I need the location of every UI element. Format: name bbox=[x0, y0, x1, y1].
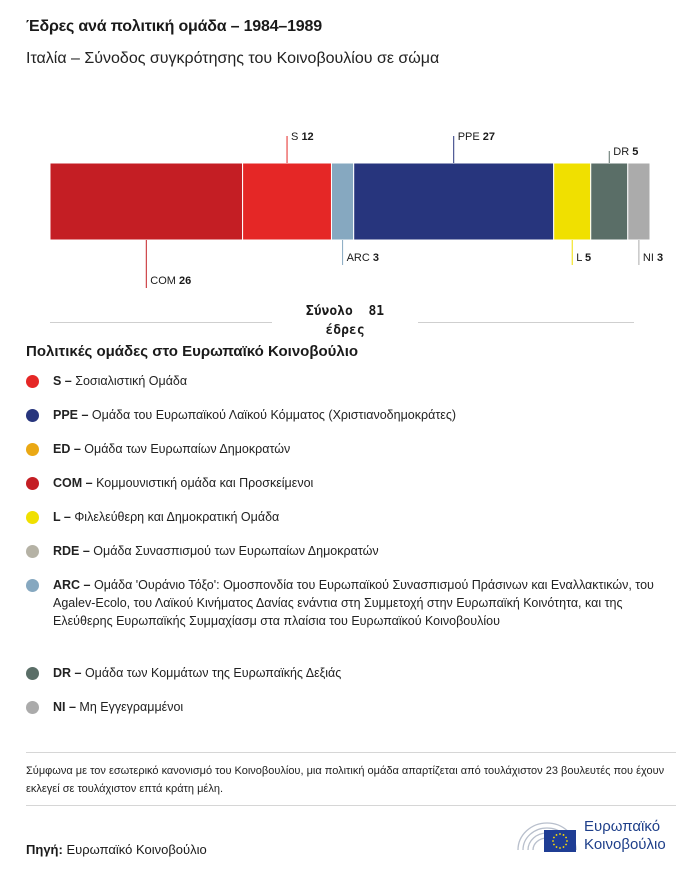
legend-description: Μη Εγγεγραμμένοι bbox=[75, 700, 184, 714]
chart-subtitle: Ιταλία – Σύνοδος συγκρότησης του Κοινοβουλίου σε σώμα bbox=[26, 50, 440, 67]
bar-segment-l bbox=[554, 163, 591, 240]
logo-text bbox=[584, 818, 666, 854]
divider bbox=[26, 752, 676, 753]
legend-dot-icon bbox=[26, 477, 39, 490]
legend-dot-icon bbox=[26, 579, 39, 592]
bar-segment-s bbox=[243, 163, 332, 240]
source-text: Ευρωπαϊκό Κοινοβούλιο bbox=[62, 842, 207, 857]
legend-dot-icon bbox=[26, 545, 39, 558]
legend-title: Πολιτικές ομάδες στο Ευρωπαϊκό Κοινοβούλιο bbox=[26, 343, 359, 360]
source bbox=[26, 842, 207, 857]
data-label-dr: DR 5 bbox=[613, 146, 639, 158]
divider bbox=[26, 805, 676, 806]
legend-text bbox=[53, 542, 673, 560]
legend-description: Ομάδα 'Ουράνιο Τόξο': Ομοσπονδία του Ευρωπαϊκού Συνασπισμού Πράσινων και Εναλλακτικών, του Agalev-Ecolo, του Λαϊκού Κινήματος Δανίας ενάντια στη Συμμετοχή στην Ευρωπαϊκή Κοινότητα, και της Ελεύθερης Ευρωπαϊκής Συμμαχίασμ στα πλαίσια του Ευρωπαϊκού Κοινοβουλίου bbox=[53, 578, 654, 628]
legend-text bbox=[53, 406, 673, 424]
data-label-ni: NI 3 bbox=[642, 252, 664, 264]
legend-dot-icon bbox=[26, 375, 39, 388]
logo-line-1: Ευρωπαϊκό bbox=[584, 818, 661, 835]
legend-description: Φιλελεύθερη και Δημοκρατική Ομάδα bbox=[70, 510, 280, 524]
logo-line-2: Κοινοβούλιο bbox=[584, 836, 666, 853]
legend-text bbox=[53, 664, 673, 682]
bar-segment-dr bbox=[591, 163, 628, 240]
data-label-ppe: PPE 27 bbox=[457, 131, 496, 143]
bar-segment-arc bbox=[331, 163, 353, 240]
legend-dot-icon bbox=[26, 667, 39, 680]
total-unit: έδρες bbox=[325, 323, 365, 338]
legend-description: Ομάδα Συνασπισμού των Ευρωπαίων Δημοκρατών bbox=[89, 544, 379, 558]
total-divider-left bbox=[50, 322, 272, 323]
chart-title: Έδρες ανά πολιτική ομάδα – 1984–1989 bbox=[26, 18, 322, 35]
bar-segment-com bbox=[50, 163, 243, 240]
legend-dot-icon bbox=[26, 511, 39, 524]
legend-description: Κομμουνιστική ομάδα και Προσκείμενοι bbox=[92, 476, 314, 490]
legend-code: RDE – bbox=[53, 544, 90, 558]
source-label: Πηγή: bbox=[26, 842, 63, 857]
total-divider-right bbox=[418, 322, 634, 323]
legend-description: Ομάδα των Ευρωπαίων Δημοκρατών bbox=[80, 442, 291, 456]
legend-text bbox=[53, 698, 673, 716]
legend-code: PPE – bbox=[53, 408, 89, 422]
legend-description: Ομάδα του Ευρωπαϊκού Λαϊκού Κόμματος (Χριστιανοδημοκράτες) bbox=[88, 408, 457, 422]
legend-text bbox=[53, 474, 673, 492]
legend-text bbox=[53, 576, 673, 630]
total-label: Σύνολο bbox=[305, 304, 353, 319]
data-label-com: COM 26 bbox=[150, 275, 192, 287]
legend-code: ARC – bbox=[53, 578, 91, 592]
data-label-l: L 5 bbox=[576, 252, 592, 264]
parliament-hemicycle-logo-icon bbox=[514, 816, 580, 856]
footnote: Σύμφωνα με τον εσωτερικό κανονισμό του Κοινοβουλίου, μια πολιτική ομάδα απαρτίζεται από τουλάχιστον 23 βουλευτές που έχουν εκλεγεί σε τουλάχιστον επτά κράτη μέλη. bbox=[26, 765, 665, 795]
data-label-arc: ARC 3 bbox=[346, 252, 379, 264]
european-parliament-logo bbox=[514, 816, 684, 856]
legend-code: COM – bbox=[53, 476, 93, 490]
bar-segment-ppe bbox=[354, 163, 554, 240]
legend-dot-icon bbox=[26, 701, 39, 714]
legend-code: ED – bbox=[53, 442, 81, 456]
legend-text bbox=[53, 508, 673, 526]
bar-segment-ni bbox=[628, 163, 650, 240]
legend-description: Ομάδα των Κομμάτων της Ευρωπαϊκής Δεξιάς bbox=[81, 666, 342, 680]
legend-code: S – bbox=[53, 374, 72, 388]
legend-text bbox=[53, 372, 673, 390]
data-label-s: S 12 bbox=[291, 131, 314, 143]
total-seats bbox=[272, 302, 418, 340]
legend-dot-icon bbox=[26, 409, 39, 422]
total-value: 81 bbox=[368, 304, 385, 319]
legend-code: NI – bbox=[53, 700, 76, 714]
legend-code: L – bbox=[53, 510, 71, 524]
legend-dot-icon bbox=[26, 443, 39, 456]
legend-text bbox=[53, 440, 673, 458]
legend-code: DR – bbox=[53, 666, 82, 680]
legend-description: Σοσιαλιστική Ομάδα bbox=[71, 374, 188, 388]
stacked-bar-chart bbox=[0, 120, 700, 300]
